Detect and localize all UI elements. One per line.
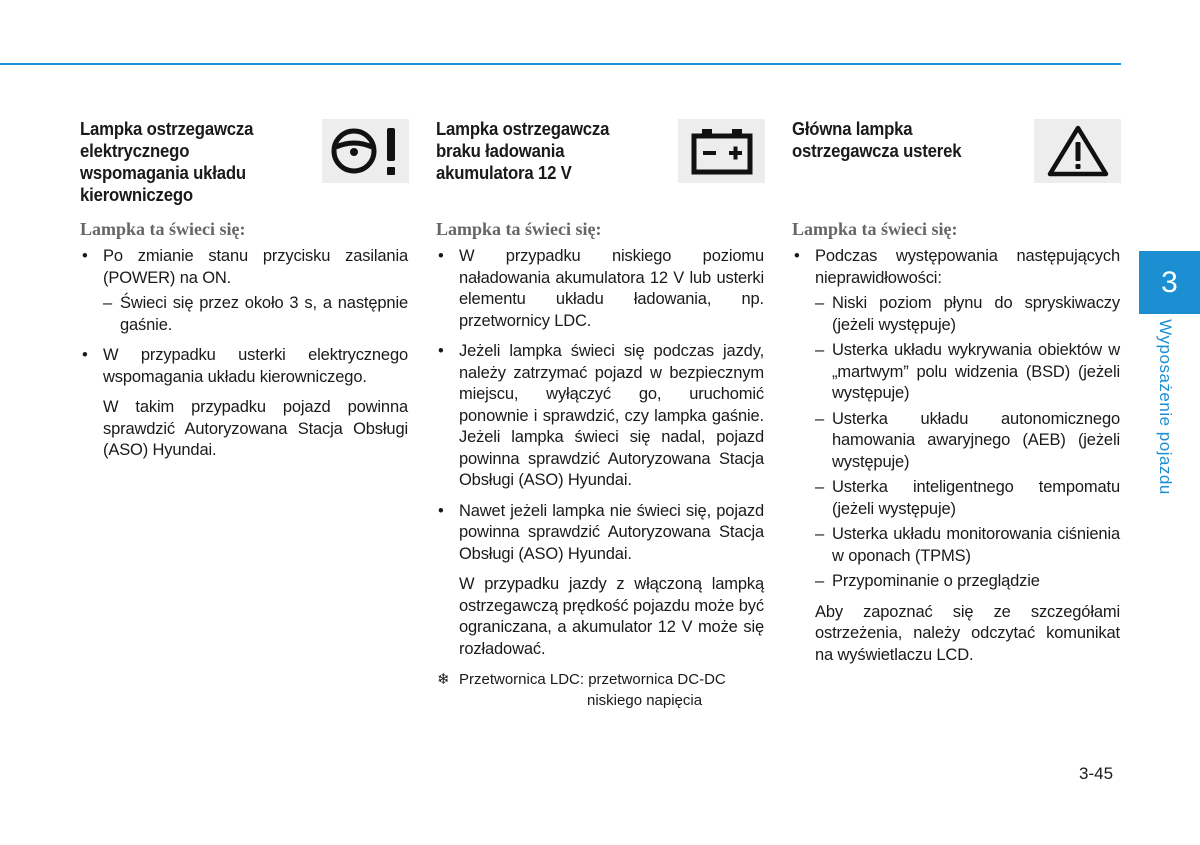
sub-item-text: Świeci się przez około 3 s, a następnie gaśnie. bbox=[120, 294, 408, 334]
sub-item bbox=[80, 293, 408, 336]
sub-item-text: Usterka układu autonomicznego hamowania awaryjnego (AEB) (jeżeli występuje) bbox=[832, 409, 1120, 471]
sub-item-text: Usterka układu wykrywania obiektów w „martwym” polu widzenia (BSD) (jeżeli występuje) bbox=[832, 341, 1120, 402]
list-item bbox=[436, 246, 764, 332]
note-icon: ❄ bbox=[437, 671, 450, 688]
list-item-text: W przypadku usterki elektrycznego wspomagania układu kierowniczego. bbox=[103, 346, 408, 386]
section-subheading: Lampka ta świeci się: bbox=[792, 219, 958, 239]
chapter-label: Wyposażenie pojazdu bbox=[1156, 319, 1175, 495]
list-item bbox=[80, 246, 408, 289]
dash-mark: – bbox=[815, 294, 825, 312]
bullet-mark: • bbox=[438, 342, 444, 360]
section-battery-charge-warning bbox=[436, 117, 764, 711]
chapter-number-tab: 3 bbox=[1139, 251, 1200, 314]
bullet-mark: • bbox=[82, 346, 88, 364]
paragraph: W takim przypadku pojazd powinna sprawdzić Autoryzowana Stacja Obsługi (ASO) Hyundai. bbox=[103, 398, 408, 459]
sub-item bbox=[792, 524, 1120, 567]
sub-item-text: Przypominanie o przeglądzie bbox=[832, 572, 1040, 590]
list-item-text: Po zmianie stanu przycisku zasilania (POWER) na ON. bbox=[103, 247, 408, 287]
section-master-warning bbox=[792, 117, 1120, 666]
paragraph: W przypadku jazdy z włączoną lampką ostrzegawczą prędkość pojazdu może być ograniczana, a akumulator 12 V może się rozładować. bbox=[459, 575, 764, 658]
top-rule bbox=[0, 63, 1121, 65]
list-item bbox=[80, 345, 408, 388]
list-item bbox=[436, 341, 764, 492]
sub-item bbox=[792, 477, 1120, 520]
section-subheading: Lampka ta świeci się: bbox=[436, 219, 602, 239]
paragraph: Aby zapoznać się ze szczegółami ostrzeżenia, należy odczytać komunikat na wyświetlaczu LCD. bbox=[815, 602, 1120, 664]
section-power-steering-warning bbox=[80, 117, 408, 462]
sub-item bbox=[792, 571, 1120, 593]
sub-item-text: Usterka inteligentnego tempomatu (jeżeli występuje) bbox=[832, 478, 1120, 518]
dash-mark: – bbox=[103, 294, 113, 312]
section-title: Główna lampka ostrzegawcza usterek bbox=[792, 119, 962, 161]
bullet-mark: • bbox=[82, 247, 88, 265]
section-title: Lampka ostrzegawcza braku ładowania akumulatora 12 V bbox=[436, 119, 610, 183]
list-item-text: W przypadku niskiego poziomu naładowania akumulatora 12 V lub usterki elementu układu ładowania, np. przetwornicy LDC. bbox=[459, 247, 764, 330]
section-subheading: Lampka ta świeci się: bbox=[80, 219, 246, 239]
list-item-text: Nawet jeżeli lampka nie świeci się, pojazd powinna sprawdzić Autoryzowana Stacja Obsługi (ASO) Hyundai. bbox=[459, 501, 764, 563]
dash-mark: – bbox=[815, 572, 825, 590]
dash-mark: – bbox=[815, 525, 825, 543]
list-item bbox=[792, 246, 1120, 289]
dash-mark: – bbox=[815, 341, 825, 359]
list-item-text: Podczas występowania następujących nieprawidłowości: bbox=[815, 247, 1120, 287]
footnote-line: Przetwornica LDC: przetwornica DC-DC bbox=[459, 671, 726, 688]
sub-item-text: Niski poziom płynu do spryskiwaczy (jeżeli występuje) bbox=[832, 294, 1120, 334]
footnote-line: niskiego napięcia bbox=[587, 692, 703, 709]
sub-item-text: Usterka układu monitorowania ciśnienia w oponach (TPMS) bbox=[832, 525, 1120, 565]
dash-mark: – bbox=[815, 478, 825, 496]
bullet-mark: • bbox=[794, 247, 800, 265]
page-number: 3-45 bbox=[1079, 764, 1114, 783]
list-item bbox=[436, 501, 764, 566]
section-title: Lampka ostrzegawcza elektrycznego wspomagania układu kierowniczego bbox=[80, 119, 254, 205]
sub-item bbox=[792, 409, 1120, 474]
bullet-mark: • bbox=[438, 247, 444, 265]
warning-triangle-icon bbox=[1034, 119, 1121, 183]
battery-icon bbox=[678, 119, 765, 183]
bullet-mark: • bbox=[438, 501, 444, 520]
list-item-text: Jeżeli lampka świeci się podczas jazdy, należy zatrzymać pojazd w bezpiecznym miejscu, wyłączyć go, uruchomić ponownie i sprawdzić, czy lampka gaśnie. Jeżeli lampka świeci się nadal, pojazd powinna sprawdzić Autoryzowana Stacja Obsługi (ASO) Hyundai. bbox=[459, 342, 764, 489]
sub-item bbox=[792, 340, 1120, 405]
footnote bbox=[436, 669, 764, 711]
dash-mark: – bbox=[815, 409, 825, 428]
sub-item bbox=[792, 293, 1120, 336]
steering-warning-icon bbox=[322, 119, 409, 183]
